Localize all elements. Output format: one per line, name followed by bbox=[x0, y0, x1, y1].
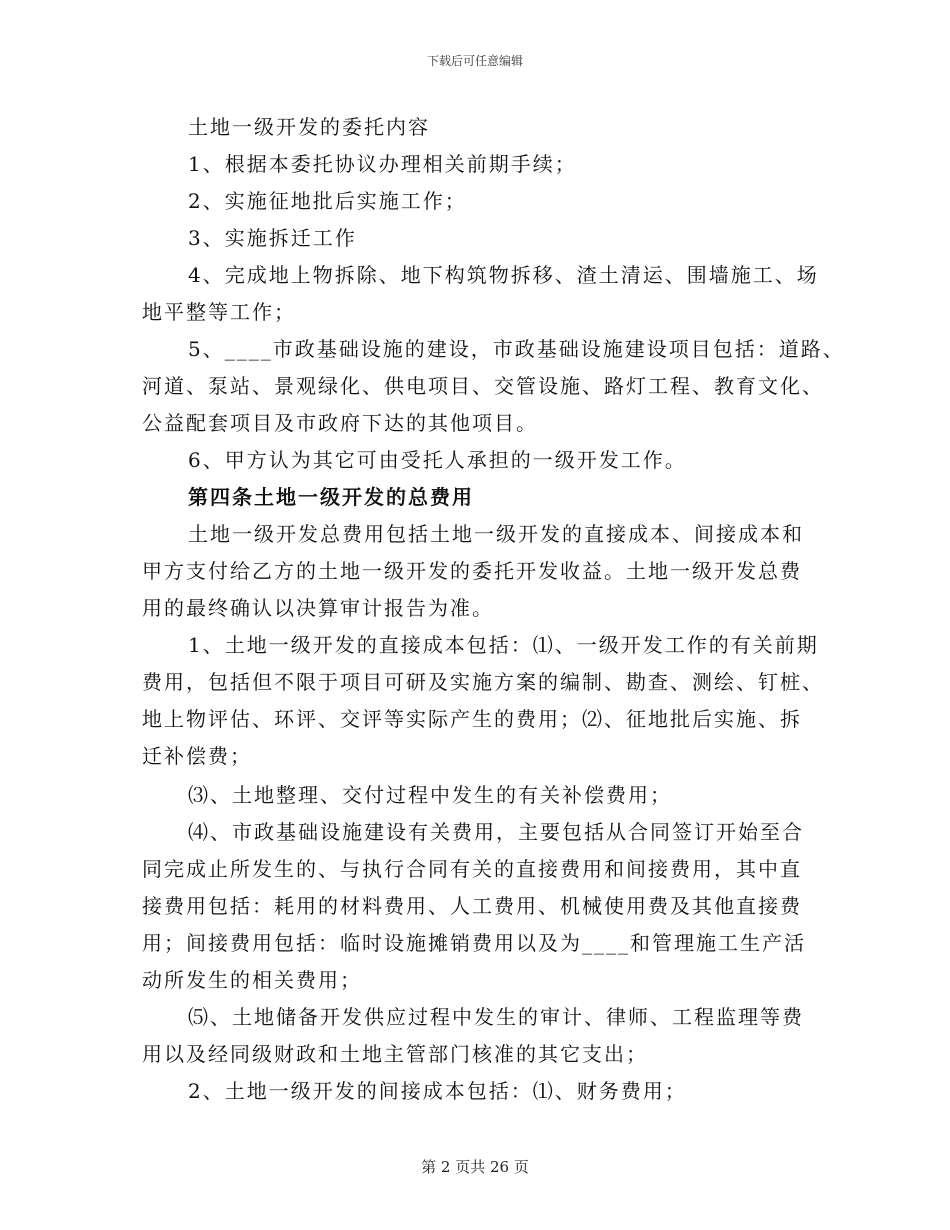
text-line: 费用，包括但不限于项目可研及实施方案的编制、勘查、测绘、钉桩、 bbox=[142, 670, 824, 694]
text-line: 5、____市政基础设施的建设，市政基础设施建设项目包括：道路、 bbox=[188, 337, 845, 361]
text-line: 3、实施拆迁工作 bbox=[188, 226, 357, 250]
text-line: 甲方支付给乙方的土地一级开发的委托开发收益。土地一级开发总费 bbox=[142, 559, 802, 583]
section-heading: 第四条土地一级开发的总费用 bbox=[188, 485, 474, 509]
text-line: 用的最终确认以决算审计报告为准。 bbox=[142, 596, 494, 620]
text-line: 公益配套项目及市政府下达的其他项目。 bbox=[142, 411, 538, 435]
text-line: 1、土地一级开发的直接成本包括：⑴、一级开发工作的有关前期 bbox=[188, 633, 819, 657]
text-line: 地上物评估、环评、交评等实际产生的费用；⑵、征地批后实施、拆 bbox=[142, 707, 802, 731]
text-line: 土地一级开发的委托内容 bbox=[188, 115, 430, 139]
text-line: 地平整等工作； bbox=[142, 300, 296, 324]
text-line: 6、甲方认为其它可由受托人承担的一级开发工作。 bbox=[188, 448, 687, 472]
text-line: 迁补偿费； bbox=[142, 744, 252, 768]
text-line: ⑸、土地储备开发供应过程中发生的审计、律师、工程监理等费 bbox=[188, 1005, 804, 1029]
page-footer: 第 2 页共 26 页 bbox=[421, 1158, 529, 1176]
text-line: ⑶、土地整理、交付过程中发生的有关补偿费用； bbox=[188, 783, 672, 807]
text-line: 接费用包括：耗用的材料费用、人工费用、机械使用费及其他直接费 bbox=[142, 894, 802, 918]
text-line: 2、土地一级开发的间接成本包括：⑴、财务费用； bbox=[188, 1079, 687, 1103]
text-line: 用；间接费用包括：临时设施摊销费用以及为____和管理施工生产活 bbox=[142, 931, 806, 955]
text-line: 河道、泵站、景观绿化、供电项目、交管设施、路灯工程、教育文化、 bbox=[142, 374, 824, 398]
text-line: 1、根据本委托协议办理相关前期手续； bbox=[188, 152, 577, 176]
text-line: ⑷、市政基础设施建设有关费用，主要包括从合同签订开始至合 bbox=[188, 820, 804, 844]
text-line: 4、完成地上物拆除、地下构筑物拆移、渣土清运、围墙施工、场 bbox=[188, 263, 819, 287]
text-line: 用以及经同级财政和土地主管部门核准的其它支出； bbox=[142, 1042, 648, 1066]
text-line: 动所发生的相关费用； bbox=[142, 968, 362, 992]
text-line: 2、实施征地批后实施工作； bbox=[188, 189, 467, 213]
text-line: 同完成止所发生的、与执行合同有关的直接费用和间接费用，其中直 bbox=[142, 857, 802, 881]
text-line: 土地一级开发总费用包括土地一级开发的直接成本、间接成本和 bbox=[188, 522, 804, 546]
page-header: 下载后可任意编辑 bbox=[426, 54, 523, 68]
